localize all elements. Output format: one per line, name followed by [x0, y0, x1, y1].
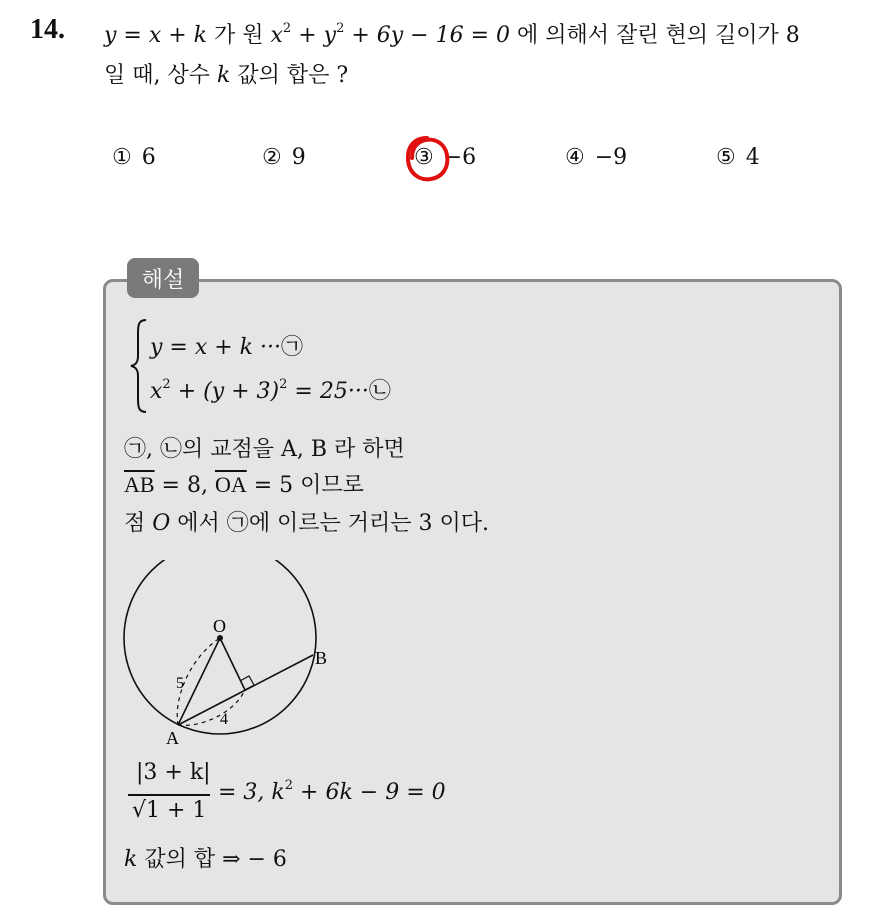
distance-equation	[218, 780, 446, 805]
solution-tag: 해설	[127, 258, 199, 298]
label-circle: ㉠	[280, 335, 303, 360]
text: ,	[146, 437, 161, 462]
point-o: O	[152, 511, 171, 536]
fraction-denominator: √1 + 1	[132, 798, 207, 823]
choice-number: ②	[262, 145, 282, 170]
fraction-numerator: |3 + k|	[136, 760, 211, 785]
label-circle: ㉡	[160, 437, 183, 462]
choice-number: ④	[565, 145, 585, 170]
text: 점	[124, 511, 153, 536]
choice-1[interactable]	[112, 145, 156, 170]
equation-rest: = 25···	[287, 379, 369, 404]
label-circle: ㉠	[226, 511, 249, 536]
question-line-2	[104, 58, 348, 89]
equation: y = x + k ···	[150, 335, 281, 360]
variable-k: k	[124, 847, 138, 872]
radius-oa	[178, 638, 220, 725]
exponent: 2	[336, 21, 345, 36]
text: 의 교점을 A, B 라 하면	[182, 437, 405, 462]
label-o: O	[213, 616, 226, 636]
equation-rest: + 6k − 9 = 0	[293, 780, 446, 805]
choice-value: −6	[443, 145, 477, 170]
exponent: 2	[282, 21, 292, 36]
choice-number: ①	[112, 145, 132, 170]
final-answer-line	[124, 842, 287, 873]
system-brace-icon	[128, 318, 150, 414]
text: 에 의해서 잘린 현의 길이가 8	[510, 23, 800, 48]
answer-circle-mark	[403, 134, 453, 186]
choice-2[interactable]	[262, 145, 306, 170]
text: = 8,	[154, 473, 215, 498]
system-equation-1	[150, 330, 303, 361]
circle-chord-diagram	[118, 560, 348, 750]
equation: = 3, k	[218, 780, 285, 805]
choice-value: 4	[745, 145, 760, 170]
choice-4[interactable]	[565, 145, 627, 170]
circle-shape	[124, 560, 316, 734]
choice-value: 9	[291, 145, 306, 170]
choice-number: ⑤	[716, 145, 736, 170]
label-half-chord: 4	[220, 711, 228, 728]
text: 에서	[170, 511, 227, 536]
label-b: B	[315, 648, 328, 668]
label-circle: ㉡	[368, 379, 391, 404]
perpendicular	[220, 638, 245, 690]
text: 가 원	[207, 23, 271, 48]
exponent: 2	[284, 778, 294, 793]
text: 일 때, 상수	[104, 63, 217, 88]
equation-x: x	[270, 23, 283, 48]
text: 에 이르는 거리는 3 이다.	[248, 511, 490, 536]
question-number: 14.	[30, 14, 65, 45]
exponent: 2	[279, 377, 288, 392]
question-line-1	[104, 18, 800, 49]
text: 값의 합 ⇒ − 6	[137, 847, 287, 872]
solution-line-2	[124, 468, 364, 499]
label-circle: ㉠	[124, 437, 147, 462]
label-a: A	[166, 728, 179, 748]
segment-ab: $\overline{AB}$	[124, 472, 155, 497]
text: 값의 합은 ?	[230, 63, 349, 88]
system-equation-2	[150, 374, 391, 405]
label-radius: 5	[176, 675, 184, 692]
choice-value: −9	[594, 145, 628, 170]
segment-oa: $\overline{OA}$	[214, 472, 247, 497]
variable-k: k	[216, 63, 231, 88]
equation-mid: + (y + 3)	[170, 379, 280, 404]
equation-y: + y	[291, 23, 337, 48]
equation-rest: + 6y − 16 = 0	[344, 23, 511, 48]
text: = 5 이므로	[246, 473, 364, 498]
equation-x: x	[150, 379, 163, 404]
choice-5[interactable]	[716, 145, 760, 170]
choice-number: ③	[414, 145, 434, 170]
fraction-bar	[128, 794, 210, 796]
solution-line-1	[124, 432, 405, 463]
equation-line: y = x + k	[104, 23, 208, 48]
choice-value: 6	[141, 145, 156, 170]
exponent: 2	[162, 377, 171, 392]
solution-line-3	[124, 506, 489, 537]
